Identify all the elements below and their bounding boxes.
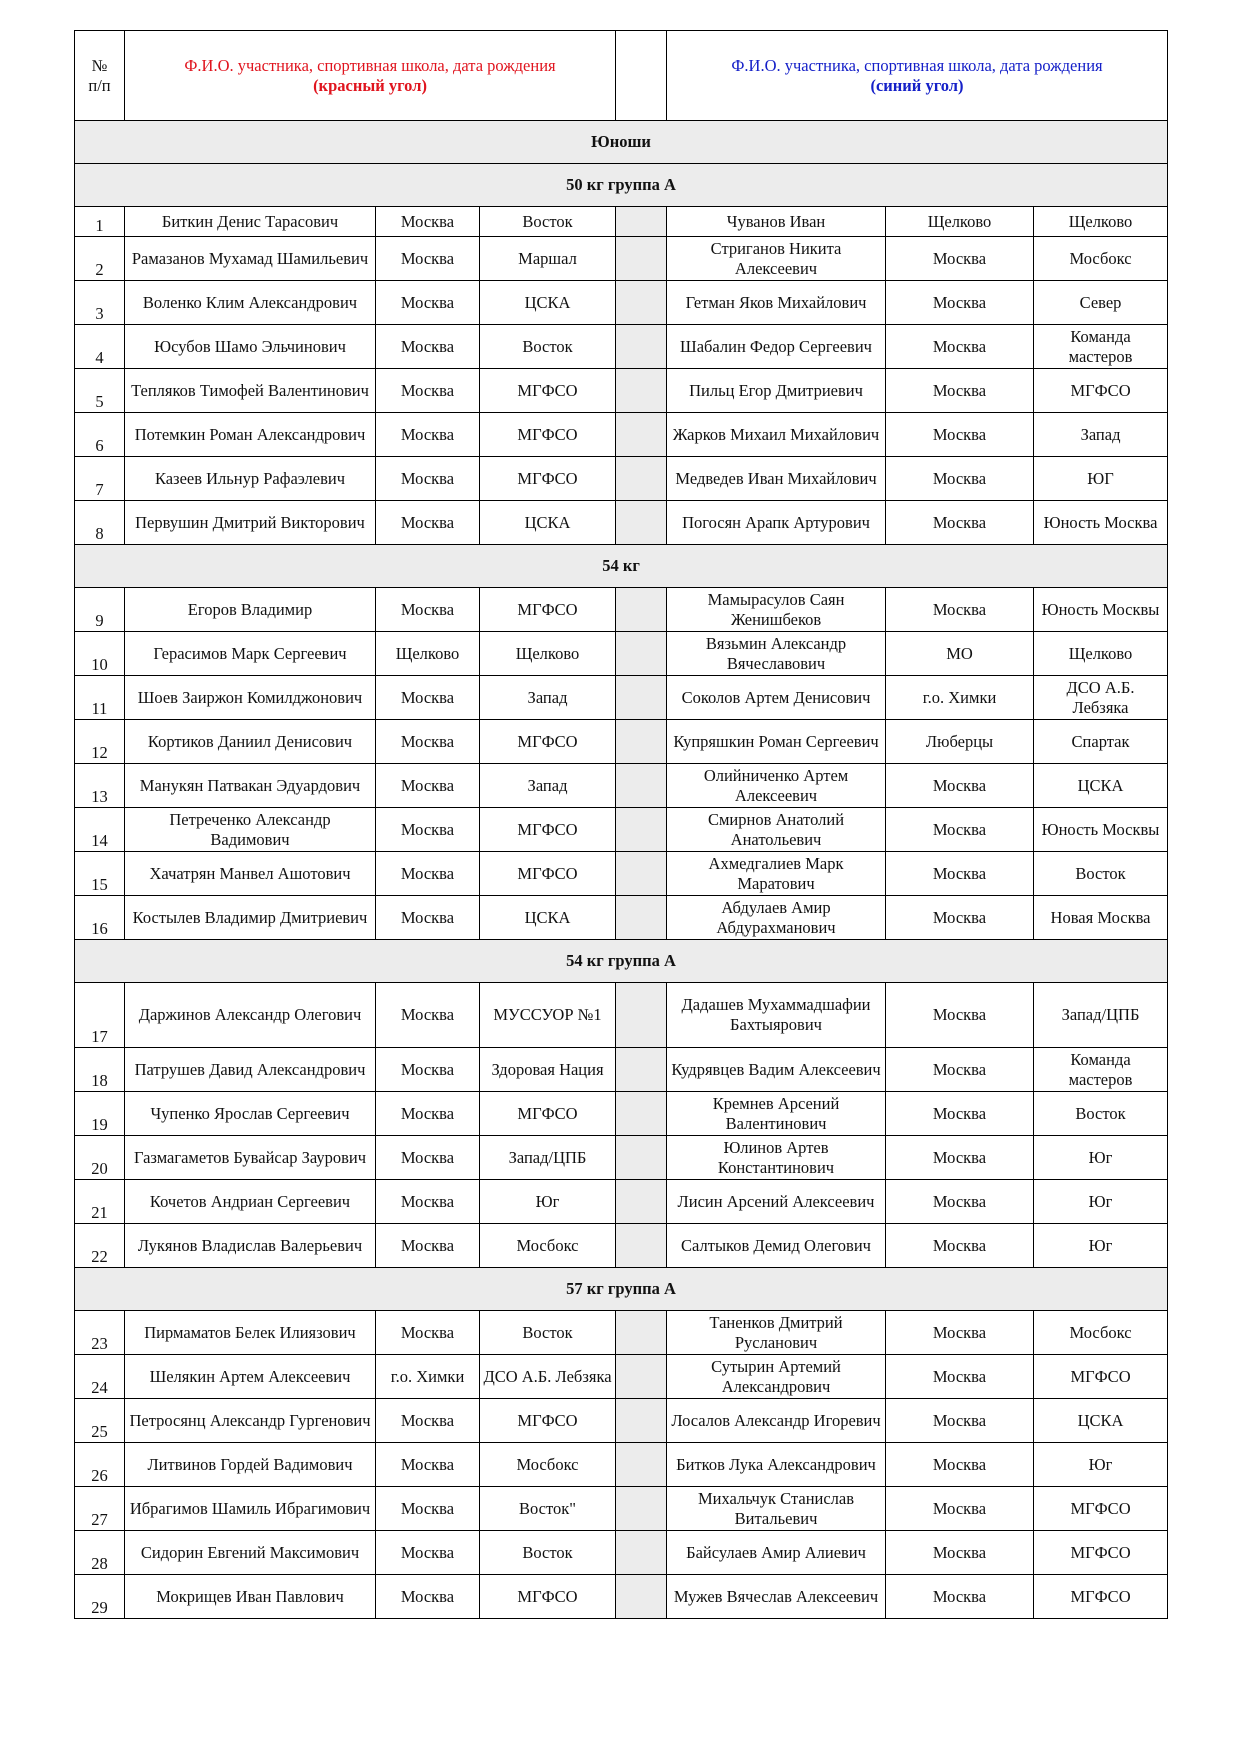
blue-athlete-city: Москва bbox=[886, 896, 1034, 940]
red-athlete-city: Москва bbox=[376, 281, 480, 325]
blue-athlete-city: Москва bbox=[886, 1224, 1034, 1268]
red-athlete-city: Щелково bbox=[376, 632, 480, 676]
red-athlete-name: Потемкин Роман Александрович bbox=[125, 413, 376, 457]
bout-number: 25 bbox=[75, 1399, 125, 1443]
blue-athlete-school: ЦСКА bbox=[1034, 1399, 1168, 1443]
red-athlete-name: Кочетов Андриан Сергеевич bbox=[125, 1180, 376, 1224]
bout-number: 16 bbox=[75, 896, 125, 940]
blue-athlete-school: Новая Москва bbox=[1034, 896, 1168, 940]
bout-row bbox=[75, 764, 1168, 808]
weight-category-title: 54 кг bbox=[75, 545, 1168, 588]
red-athlete-city: Москва bbox=[376, 237, 480, 281]
blue-athlete-city: Москва bbox=[886, 1399, 1034, 1443]
bout-number: 23 bbox=[75, 1311, 125, 1355]
blue-athlete-city: Москва bbox=[886, 325, 1034, 369]
weight-category-title: 57 кг группа А bbox=[75, 1268, 1168, 1311]
red-athlete-name: Чупенко Ярослав Сергеевич bbox=[125, 1092, 376, 1136]
blue-athlete-city: Москва bbox=[886, 457, 1034, 501]
bout-number: 26 bbox=[75, 1443, 125, 1487]
blue-athlete-name: Сутырин Артемий Александрович bbox=[667, 1355, 886, 1399]
red-athlete-city: Москва bbox=[376, 1531, 480, 1575]
red-athlete-name: Лукянов Владислав Валерьевич bbox=[125, 1224, 376, 1268]
red-athlete-school: Запад bbox=[480, 676, 616, 720]
red-athlete-school: Восток bbox=[480, 207, 616, 237]
blue-athlete-city: Москва bbox=[886, 1136, 1034, 1180]
red-athlete-city: Москва bbox=[376, 369, 480, 413]
weight-category-title: 50 кг группа А bbox=[75, 164, 1168, 207]
bout-number: 28 bbox=[75, 1531, 125, 1575]
blue-athlete-school: Юг bbox=[1034, 1443, 1168, 1487]
bout-number: 15 bbox=[75, 852, 125, 896]
blue-athlete-city: Москва bbox=[886, 808, 1034, 852]
bout-number: 1 bbox=[75, 207, 125, 237]
blue-athlete-name: Лисин Арсений Алексеевич bbox=[667, 1180, 886, 1224]
blue-athlete-name: Вязьмин Александр Вячеславович bbox=[667, 632, 886, 676]
corner-gap-cell bbox=[616, 1399, 667, 1443]
red-athlete-school: МГФСО bbox=[480, 1399, 616, 1443]
red-athlete-school: Юг bbox=[480, 1180, 616, 1224]
blue-athlete-school: ЮГ bbox=[1034, 457, 1168, 501]
red-athlete-school: МГФСО bbox=[480, 808, 616, 852]
blue-athlete-city: Москва bbox=[886, 1575, 1034, 1619]
blue-athlete-school: Юг bbox=[1034, 1224, 1168, 1268]
bout-number: 24 bbox=[75, 1355, 125, 1399]
corner-gap-cell bbox=[616, 207, 667, 237]
header-num: № п/п bbox=[75, 31, 125, 121]
red-athlete-city: Москва bbox=[376, 457, 480, 501]
corner-gap-cell bbox=[616, 808, 667, 852]
blue-athlete-name: Чуванов Иван bbox=[667, 207, 886, 237]
bout-number: 17 bbox=[75, 983, 125, 1048]
blue-athlete-name: Лосалов Александр Игоревич bbox=[667, 1399, 886, 1443]
red-athlete-school: ЦСКА bbox=[480, 896, 616, 940]
blue-athlete-city: МО bbox=[886, 632, 1034, 676]
blue-athlete-school: Команда мастеров bbox=[1034, 325, 1168, 369]
bout-number: 4 bbox=[75, 325, 125, 369]
red-athlete-city: Москва bbox=[376, 896, 480, 940]
corner-gap-cell bbox=[616, 1575, 667, 1619]
bout-row bbox=[75, 676, 1168, 720]
blue-athlete-name: Шабалин Федор Сергеевич bbox=[667, 325, 886, 369]
red-athlete-name: Егоров Владимир bbox=[125, 588, 376, 632]
blue-athlete-name: Мамырасулов Саян Женишбеков bbox=[667, 588, 886, 632]
blue-athlete-name: Кремнев Арсений Валентинович bbox=[667, 1092, 886, 1136]
red-athlete-city: Москва bbox=[376, 325, 480, 369]
red-athlete-name: Сидорин Евгений Максимович bbox=[125, 1531, 376, 1575]
age-group-row bbox=[75, 121, 1168, 164]
bout-row bbox=[75, 1311, 1168, 1355]
red-athlete-city: Москва bbox=[376, 588, 480, 632]
bout-row bbox=[75, 1443, 1168, 1487]
blue-athlete-name: Медведев Иван Михайлович bbox=[667, 457, 886, 501]
blue-athlete-name: Кудрявцев Вадим Алексеевич bbox=[667, 1048, 886, 1092]
blue-athlete-school: Спартак bbox=[1034, 720, 1168, 764]
red-athlete-city: Москва bbox=[376, 207, 480, 237]
bout-row bbox=[75, 413, 1168, 457]
blue-athlete-school: Юг bbox=[1034, 1136, 1168, 1180]
blue-athlete-city: Москва bbox=[886, 237, 1034, 281]
blue-athlete-school: Юг bbox=[1034, 1180, 1168, 1224]
bout-row bbox=[75, 1355, 1168, 1399]
age-group-title: Юноши bbox=[75, 121, 1168, 164]
blue-athlete-name: Мужев Вячеслав Алексеевич bbox=[667, 1575, 886, 1619]
red-athlete-name: Шелякин Артем Алексеевич bbox=[125, 1355, 376, 1399]
corner-gap-cell bbox=[616, 1048, 667, 1092]
blue-athlete-city: Москва bbox=[886, 1048, 1034, 1092]
header-gap bbox=[616, 31, 667, 121]
blue-athlete-school: Запад/ЦПБ bbox=[1034, 983, 1168, 1048]
bout-row bbox=[75, 207, 1168, 237]
corner-gap-cell bbox=[616, 852, 667, 896]
bout-row bbox=[75, 237, 1168, 281]
bout-number: 9 bbox=[75, 588, 125, 632]
corner-gap-cell bbox=[616, 983, 667, 1048]
header-row bbox=[75, 31, 1168, 121]
blue-athlete-name: Юлинов Артев Константинович bbox=[667, 1136, 886, 1180]
blue-athlete-school: Запад bbox=[1034, 413, 1168, 457]
blue-athlete-city: Москва bbox=[886, 983, 1034, 1048]
red-athlete-city: Москва bbox=[376, 1443, 480, 1487]
red-athlete-school: Восток bbox=[480, 1311, 616, 1355]
bout-number: 6 bbox=[75, 413, 125, 457]
red-athlete-name: Петросянц Александр Гургенович bbox=[125, 1399, 376, 1443]
red-athlete-name: Казеев Ильнур Рафаэлевич bbox=[125, 457, 376, 501]
blue-athlete-name: Погосян Арапк Артурович bbox=[667, 501, 886, 545]
red-athlete-name: Воленко Клим Александрович bbox=[125, 281, 376, 325]
blue-athlete-name: Жарков Михаил Михайлович bbox=[667, 413, 886, 457]
red-athlete-school: Здоровая Нация bbox=[480, 1048, 616, 1092]
blue-corner-label: (синий угол) bbox=[870, 75, 964, 95]
blue-athlete-name: Гетман Яков Михайлович bbox=[667, 281, 886, 325]
red-athlete-school: Восток" bbox=[480, 1487, 616, 1531]
weight-category-title: 54 кг группа А bbox=[75, 940, 1168, 983]
blue-athlete-city: Москва bbox=[886, 764, 1034, 808]
blue-athlete-school: ЦСКА bbox=[1034, 764, 1168, 808]
red-athlete-name: Пирмаматов Белек Илиязович bbox=[125, 1311, 376, 1355]
red-athlete-city: Москва bbox=[376, 764, 480, 808]
red-athlete-name: Биткин Денис Тарасович bbox=[125, 207, 376, 237]
header-red-corner bbox=[125, 31, 616, 121]
corner-gap-cell bbox=[616, 1531, 667, 1575]
red-athlete-school: Щелково bbox=[480, 632, 616, 676]
blue-title: Ф.И.О. участника, спортивная школа, дата рождения bbox=[731, 55, 1103, 75]
red-athlete-city: Москва bbox=[376, 1311, 480, 1355]
bout-row bbox=[75, 1136, 1168, 1180]
red-athlete-name: Хачатрян Манвел Ашотович bbox=[125, 852, 376, 896]
red-athlete-school: МГФСО bbox=[480, 588, 616, 632]
bout-number: 10 bbox=[75, 632, 125, 676]
bout-row bbox=[75, 369, 1168, 413]
corner-gap-cell bbox=[616, 325, 667, 369]
red-athlete-name: Манукян Патвакан Эдуардович bbox=[125, 764, 376, 808]
bout-number: 2 bbox=[75, 237, 125, 281]
table-body bbox=[75, 31, 1168, 1619]
red-athlete-city: Москва bbox=[376, 852, 480, 896]
corner-gap-cell bbox=[616, 369, 667, 413]
bout-row bbox=[75, 983, 1168, 1048]
red-athlete-name: Юсубов Шамо Эльчинович bbox=[125, 325, 376, 369]
corner-gap-cell bbox=[616, 237, 667, 281]
corner-gap-cell bbox=[616, 632, 667, 676]
bout-number: 22 bbox=[75, 1224, 125, 1268]
bout-pairs-table bbox=[74, 30, 1168, 1619]
bout-number: 11 bbox=[75, 676, 125, 720]
blue-athlete-school: Юность Москва bbox=[1034, 501, 1168, 545]
red-athlete-name: Ибрагимов Шамиль Ибрагимович bbox=[125, 1487, 376, 1531]
weight-category-row bbox=[75, 164, 1168, 207]
red-athlete-name: Мокрищев Иван Павлович bbox=[125, 1575, 376, 1619]
red-athlete-city: Москва bbox=[376, 983, 480, 1048]
red-title: Ф.И.О. участника, спортивная школа, дата рождения bbox=[184, 55, 556, 75]
bout-number: 29 bbox=[75, 1575, 125, 1619]
blue-athlete-school: МГФСО bbox=[1034, 1575, 1168, 1619]
corner-gap-cell bbox=[616, 588, 667, 632]
red-athlete-name: Первушин Дмитрий Викторович bbox=[125, 501, 376, 545]
bout-row bbox=[75, 457, 1168, 501]
red-athlete-name: Тепляков Тимофей Валентинович bbox=[125, 369, 376, 413]
red-athlete-name: Петреченко Александр Вадимович bbox=[125, 808, 376, 852]
corner-gap-cell bbox=[616, 1180, 667, 1224]
corner-gap-cell bbox=[616, 1355, 667, 1399]
blue-athlete-name: Абдулаев Амир Абдурахманович bbox=[667, 896, 886, 940]
bout-row bbox=[75, 720, 1168, 764]
blue-athlete-city: Москва bbox=[886, 369, 1034, 413]
bout-row bbox=[75, 808, 1168, 852]
blue-athlete-school: Щелково bbox=[1034, 207, 1168, 237]
blue-athlete-name: Михальчук Станислав Витальевич bbox=[667, 1487, 886, 1531]
bout-row bbox=[75, 1224, 1168, 1268]
red-athlete-school: МГФСО bbox=[480, 852, 616, 896]
blue-athlete-name: Битков Лука Александрович bbox=[667, 1443, 886, 1487]
blue-athlete-city: Люберцы bbox=[886, 720, 1034, 764]
blue-athlete-city: Москва bbox=[886, 588, 1034, 632]
bout-row bbox=[75, 852, 1168, 896]
red-athlete-city: Москва bbox=[376, 1575, 480, 1619]
bout-number: 14 bbox=[75, 808, 125, 852]
red-athlete-school: Мосбокс bbox=[480, 1443, 616, 1487]
corner-gap-cell bbox=[616, 720, 667, 764]
red-athlete-city: Москва bbox=[376, 1224, 480, 1268]
blue-athlete-name: Пильц Егор Дмитриевич bbox=[667, 369, 886, 413]
bout-number: 21 bbox=[75, 1180, 125, 1224]
red-athlete-school: МГФСО bbox=[480, 1092, 616, 1136]
blue-athlete-school: Мосбокс bbox=[1034, 1311, 1168, 1355]
red-athlete-school: МГФСО bbox=[480, 413, 616, 457]
blue-athlete-city: Москва bbox=[886, 1487, 1034, 1531]
bout-number: 8 bbox=[75, 501, 125, 545]
blue-athlete-name: Стриганов Никита Алексеевич bbox=[667, 237, 886, 281]
blue-athlete-name: Купряшкин Роман Сергеевич bbox=[667, 720, 886, 764]
blue-athlete-city: Москва bbox=[886, 1311, 1034, 1355]
red-athlete-school: МГФСО bbox=[480, 720, 616, 764]
red-athlete-name: Патрушев Давид Александрович bbox=[125, 1048, 376, 1092]
red-athlete-name: Газмагаметов Бувайсар Заурович bbox=[125, 1136, 376, 1180]
header-blue-corner bbox=[667, 31, 1168, 121]
red-athlete-name: Костылев Владимир Дмитриевич bbox=[125, 896, 376, 940]
blue-athlete-school: Щелково bbox=[1034, 632, 1168, 676]
blue-athlete-name: Дадашев Мухаммадшафии Бахтыярович bbox=[667, 983, 886, 1048]
corner-gap-cell bbox=[616, 764, 667, 808]
red-athlete-name: Шоев Заиржон Комилджонович bbox=[125, 676, 376, 720]
red-athlete-city: Москва bbox=[376, 501, 480, 545]
corner-gap-cell bbox=[616, 1311, 667, 1355]
red-athlete-name: Литвинов Гордей Вадимович bbox=[125, 1443, 376, 1487]
blue-athlete-city: Москва bbox=[886, 1180, 1034, 1224]
red-athlete-school: МГФСО bbox=[480, 369, 616, 413]
blue-athlete-school: Восток bbox=[1034, 1092, 1168, 1136]
corner-gap-cell bbox=[616, 457, 667, 501]
red-athlete-city: Москва bbox=[376, 676, 480, 720]
bout-row bbox=[75, 325, 1168, 369]
red-athlete-school: Запад bbox=[480, 764, 616, 808]
bout-row bbox=[75, 588, 1168, 632]
bout-row bbox=[75, 1531, 1168, 1575]
bout-number: 19 bbox=[75, 1092, 125, 1136]
red-athlete-city: Москва bbox=[376, 413, 480, 457]
corner-gap-cell bbox=[616, 1443, 667, 1487]
red-athlete-city: Москва bbox=[376, 720, 480, 764]
red-athlete-city: Москва bbox=[376, 1092, 480, 1136]
red-athlete-school: Маршал bbox=[480, 237, 616, 281]
bout-row bbox=[75, 896, 1168, 940]
red-athlete-school: Восток bbox=[480, 1531, 616, 1575]
blue-athlete-city: Москва bbox=[886, 1531, 1034, 1575]
red-athlete-school: МУССУОР №1 bbox=[480, 983, 616, 1048]
blue-athlete-school: МГФСО bbox=[1034, 1355, 1168, 1399]
bout-row bbox=[75, 1092, 1168, 1136]
red-athlete-city: Москва bbox=[376, 1180, 480, 1224]
corner-gap-cell bbox=[616, 1136, 667, 1180]
red-athlete-school: ЦСКА bbox=[480, 281, 616, 325]
red-athlete-city: Москва bbox=[376, 1399, 480, 1443]
red-athlete-city: Москва bbox=[376, 1048, 480, 1092]
weight-category-row bbox=[75, 545, 1168, 588]
corner-gap-cell bbox=[616, 1487, 667, 1531]
blue-athlete-name: Байсулаев Амир Алиевич bbox=[667, 1531, 886, 1575]
corner-gap-cell bbox=[616, 501, 667, 545]
blue-athlete-name: Таненков Дмитрий Русланович bbox=[667, 1311, 886, 1355]
blue-athlete-city: Москва bbox=[886, 852, 1034, 896]
red-athlete-school: ДСО А.Б. Лебзяка bbox=[480, 1355, 616, 1399]
red-athlete-school: Восток bbox=[480, 325, 616, 369]
blue-athlete-name: Олийниченко Артем Алексеевич bbox=[667, 764, 886, 808]
red-athlete-school: Мосбокс bbox=[480, 1224, 616, 1268]
blue-athlete-school: Север bbox=[1034, 281, 1168, 325]
bout-row bbox=[75, 1575, 1168, 1619]
red-athlete-name: Рамазанов Мухамад Шамильевич bbox=[125, 237, 376, 281]
bout-row bbox=[75, 1487, 1168, 1531]
blue-athlete-city: Москва bbox=[886, 281, 1034, 325]
blue-athlete-school: Мосбокс bbox=[1034, 237, 1168, 281]
blue-athlete-city: Москва bbox=[886, 1355, 1034, 1399]
bout-number: 5 bbox=[75, 369, 125, 413]
red-athlete-name: Герасимов Марк Сергеевич bbox=[125, 632, 376, 676]
blue-athlete-school: Юность Москвы bbox=[1034, 588, 1168, 632]
red-athlete-school: Запад/ЦПБ bbox=[480, 1136, 616, 1180]
blue-athlete-name: Смирнов Анатолий Анатольевич bbox=[667, 808, 886, 852]
blue-athlete-city: Москва bbox=[886, 501, 1034, 545]
bout-number: 7 bbox=[75, 457, 125, 501]
blue-athlete-school: МГФСО bbox=[1034, 369, 1168, 413]
red-athlete-city: Москва bbox=[376, 808, 480, 852]
blue-athlete-school: ДСО А.Б. Лебзяка bbox=[1034, 676, 1168, 720]
red-corner-label: (красный угол) bbox=[313, 75, 427, 95]
red-athlete-city: Москва bbox=[376, 1136, 480, 1180]
bout-number: 3 bbox=[75, 281, 125, 325]
corner-gap-cell bbox=[616, 1224, 667, 1268]
bout-row bbox=[75, 1399, 1168, 1443]
bout-row bbox=[75, 501, 1168, 545]
red-athlete-name: Кортиков Даниил Денисович bbox=[125, 720, 376, 764]
blue-athlete-school: Юность Москвы bbox=[1034, 808, 1168, 852]
blue-athlete-school: МГФСО bbox=[1034, 1531, 1168, 1575]
weight-category-row bbox=[75, 940, 1168, 983]
blue-athlete-city: Щелково bbox=[886, 207, 1034, 237]
bout-row bbox=[75, 1048, 1168, 1092]
red-athlete-school: ЦСКА bbox=[480, 501, 616, 545]
corner-gap-cell bbox=[616, 413, 667, 457]
red-athlete-school: МГФСО bbox=[480, 457, 616, 501]
blue-athlete-name: Соколов Артем Денисович bbox=[667, 676, 886, 720]
blue-athlete-city: Москва bbox=[886, 1443, 1034, 1487]
corner-gap-cell bbox=[616, 281, 667, 325]
red-athlete-city: Москва bbox=[376, 1487, 480, 1531]
blue-athlete-school: Восток bbox=[1034, 852, 1168, 896]
corner-gap-cell bbox=[616, 896, 667, 940]
red-athlete-city: г.о. Химки bbox=[376, 1355, 480, 1399]
bout-row bbox=[75, 281, 1168, 325]
corner-gap-cell bbox=[616, 676, 667, 720]
blue-athlete-school: Команда мастеров bbox=[1034, 1048, 1168, 1092]
blue-athlete-name: Салтыков Демид Олегович bbox=[667, 1224, 886, 1268]
bout-number: 20 bbox=[75, 1136, 125, 1180]
bout-row bbox=[75, 1180, 1168, 1224]
blue-athlete-city: Москва bbox=[886, 413, 1034, 457]
bout-number: 13 bbox=[75, 764, 125, 808]
red-athlete-school: МГФСО bbox=[480, 1575, 616, 1619]
bout-number: 27 bbox=[75, 1487, 125, 1531]
red-athlete-name: Даржинов Александр Олегович bbox=[125, 983, 376, 1048]
bout-number: 12 bbox=[75, 720, 125, 764]
bout-number: 18 bbox=[75, 1048, 125, 1092]
corner-gap-cell bbox=[616, 1092, 667, 1136]
bout-row bbox=[75, 632, 1168, 676]
blue-athlete-city: г.о. Химки bbox=[886, 676, 1034, 720]
blue-athlete-school: МГФСО bbox=[1034, 1487, 1168, 1531]
blue-athlete-city: Москва bbox=[886, 1092, 1034, 1136]
weight-category-row bbox=[75, 1268, 1168, 1311]
blue-athlete-name: Ахмедгалиев Марк Маратович bbox=[667, 852, 886, 896]
